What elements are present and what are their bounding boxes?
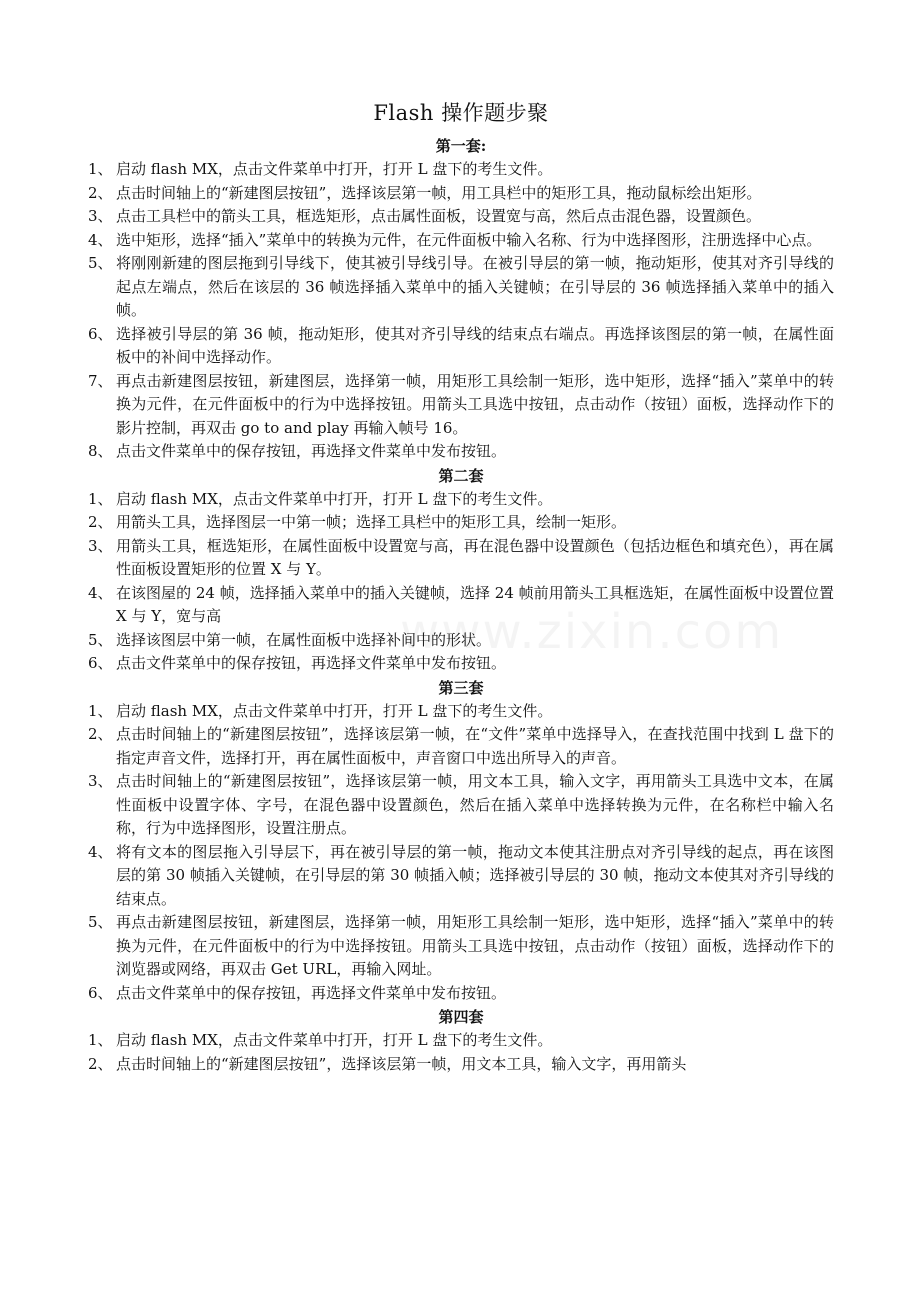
step-text: 启动 flash MX，点击文件菜单中打开，打开 L 盘下的考生文件。 — [116, 489, 553, 508]
step-text: 点击工具栏中的箭头工具，框选矩形，点击属性面板，设置宽与高，然后点击混色器，设置颜色。 — [116, 207, 762, 225]
section-title: 第三套 — [438, 678, 484, 697]
section-2 — [88, 464, 834, 676]
step-item — [88, 323, 834, 370]
step-number: 2、 — [88, 725, 113, 743]
step-text: 点击时间轴上的“新建图层按钮”，选择该层第一帧，在“文件”菜单中选择导入，在查找范围中找到 L 盘下的指定声音文件，选择打开，再在属性面板中，声音窗口中选出所导入的声音。 — [116, 725, 834, 767]
step-list — [88, 700, 834, 1006]
step-item — [88, 841, 834, 912]
step-text: 将有文本的图层拖入引导层下，再在被引导层的第一帧，拖动文本使其注册点对齐引导线的起点，再在该图层的第 30 帧插入关键帧，在引导层的第 30 帧插入帧；选择被引导层的 30 帧，拖动文本使其对齐引导线的结束点。 — [116, 842, 834, 908]
section-title: 第四套 — [438, 1008, 484, 1026]
step-item — [88, 652, 834, 676]
step-number: 2、 — [88, 1054, 113, 1073]
step-text: 用箭头工具，选择图层一中第一帧；选择工具栏中的矩形工具，绘制一矩形。 — [116, 513, 627, 531]
step-text: 在该图屋的 24 帧，选择插入菜单中的插入关键帧，选择 24 帧前用箭头工具框选矩，在属性面板中设置位置 X 与 Y，宽与高 — [116, 583, 834, 625]
section-3 — [88, 676, 834, 1006]
step-item — [88, 700, 834, 724]
step-number: 5、 — [88, 630, 113, 649]
step-item — [88, 252, 834, 323]
step-item — [88, 488, 834, 512]
section-4 — [88, 1005, 834, 1076]
step-number: 6、 — [88, 983, 113, 1002]
step-number: 1、 — [88, 160, 113, 178]
step-number: 3、 — [88, 536, 113, 555]
step-list — [88, 488, 834, 676]
step-number: 5、 — [88, 913, 113, 931]
step-text: 点击文件菜单中的保存按钮，再选择文件菜单中发布按钮。 — [116, 654, 507, 672]
step-item — [88, 158, 834, 182]
sections-container — [88, 134, 834, 1076]
step-text: 选中矩形，选择“插入”菜单中的转换为元件，在元件面板中输入名称、行为中选择图形，注册选择中心点。 — [116, 230, 822, 249]
section-1 — [88, 134, 834, 464]
step-text: 点击文件菜单中的保存按钮，再选择文件菜单中发布按钮。 — [116, 983, 507, 1002]
document-title: Flash 操作题步聚 — [373, 101, 549, 125]
step-text: 启动 flash MX，点击文件菜单中打开，打开 L 盘下的考生文件。 — [116, 701, 553, 720]
step-number: 4、 — [88, 230, 113, 249]
step-text: 再点击新建图层按钮，新建图层，选择第一帧，用矩形工具绘制一矩形，选中矩形，选择“插入”菜单中的转换为元件，在元件面板中的行为中选择按钮。用箭头工具选中按钮，点击动作（按钮）面板，选择动作下的浏览器或网络，再双击 Get URL，再输入网址。 — [116, 913, 834, 978]
step-number: 6、 — [88, 324, 113, 343]
step-item — [88, 205, 834, 229]
step-item — [88, 1053, 834, 1077]
section-title: 第二套 — [438, 466, 484, 485]
step-number: 1、 — [88, 1031, 113, 1049]
step-text: 启动 flash MX，点击文件菜单中打开，打开 L 盘下的考生文件。 — [116, 1031, 553, 1049]
step-item — [88, 582, 834, 629]
step-number: 5、 — [88, 254, 113, 272]
step-text: 选择被引导层的第 36 帧，拖动矩形，使其对齐引导线的结束点右端点。再选择该图层的第一帧，在属性面板中的补间中选择动作。 — [116, 324, 834, 366]
step-number: 4、 — [88, 842, 113, 861]
step-text: 点击时间轴上的“新建图层按钮”，选择该层第一帧，用文本工具，输入文字，再用箭头工具选中文本，在属性面板中设置字体、字号，在混色器中设置颜色，然后在插入菜单中选择转换为元件，在名称栏中输入名称，行为中选择图形，设置注册点。 — [116, 772, 834, 837]
step-item — [88, 370, 834, 441]
step-text: 选择该图层中第一帧，在属性面板中选择补间中的形状。 — [116, 630, 492, 649]
step-item — [88, 511, 834, 535]
step-text: 点击文件菜单中的保存按钮，再选择文件菜单中发布按钮。 — [116, 442, 507, 460]
step-item — [88, 911, 834, 982]
step-text: 用箭头工具，框选矩形，在属性面板中设置宽与高，再在混色器中设置颜色（包括边框色和填充色），再在属性面板设置矩形的位置 X 与 Y。 — [116, 536, 834, 578]
step-number: 7、 — [88, 371, 113, 390]
section-title: 第一套: — [435, 137, 487, 155]
step-list — [88, 158, 834, 464]
step-number: 8、 — [88, 442, 113, 460]
step-text: 启动 flash MX，点击文件菜单中打开，打开 L 盘下的考生文件。 — [116, 160, 553, 178]
step-text: 将刚刚新建的图层拖到引导线下，使其被引导线引导。在被引导层的第一帧，拖动矩形，使其对齐引导线的起点左端点，然后在该层的 36 帧选择插入菜单中的插入关键帧；在引导层的 36 帧选择插入菜单中的插入帧。 — [116, 254, 834, 319]
step-item — [88, 535, 834, 582]
step-item — [88, 629, 834, 653]
step-text: 点击时间轴上的“新建图层按钮”，选择该层第一帧，用工具栏中的矩形工具，拖动鼠标绘出矩形。 — [116, 183, 762, 202]
step-number: 2、 — [88, 183, 113, 202]
step-number: 3、 — [88, 207, 113, 225]
step-item — [88, 770, 834, 841]
step-number: 1、 — [88, 489, 113, 508]
step-item — [88, 723, 834, 770]
step-number: 4、 — [88, 583, 113, 602]
step-text: 再点击新建图层按钮，新建图层，选择第一帧，用矩形工具绘制一矩形，选中矩形，选择“插入”菜单中的转换为元件，在元件面板中的行为中选择按钮。用箭头工具选中按钮，点击动作（按钮）面板，选择动作下的影片控制，再双击 go to and play 再输入帧号 16。 — [116, 371, 834, 437]
document-page — [88, 96, 834, 1076]
step-number: 1、 — [88, 701, 113, 720]
step-text: 点击时间轴上的“新建图层按钮”，选择该层第一帧，用文本工具，输入文字，再用箭头 — [116, 1054, 687, 1073]
step-list — [88, 1029, 834, 1076]
step-item — [88, 229, 834, 253]
step-item — [88, 1029, 834, 1053]
step-number: 3、 — [88, 772, 113, 790]
step-number: 2、 — [88, 513, 113, 531]
step-number: 6、 — [88, 654, 113, 672]
step-item — [88, 182, 834, 206]
step-item — [88, 982, 834, 1006]
step-item — [88, 440, 834, 464]
